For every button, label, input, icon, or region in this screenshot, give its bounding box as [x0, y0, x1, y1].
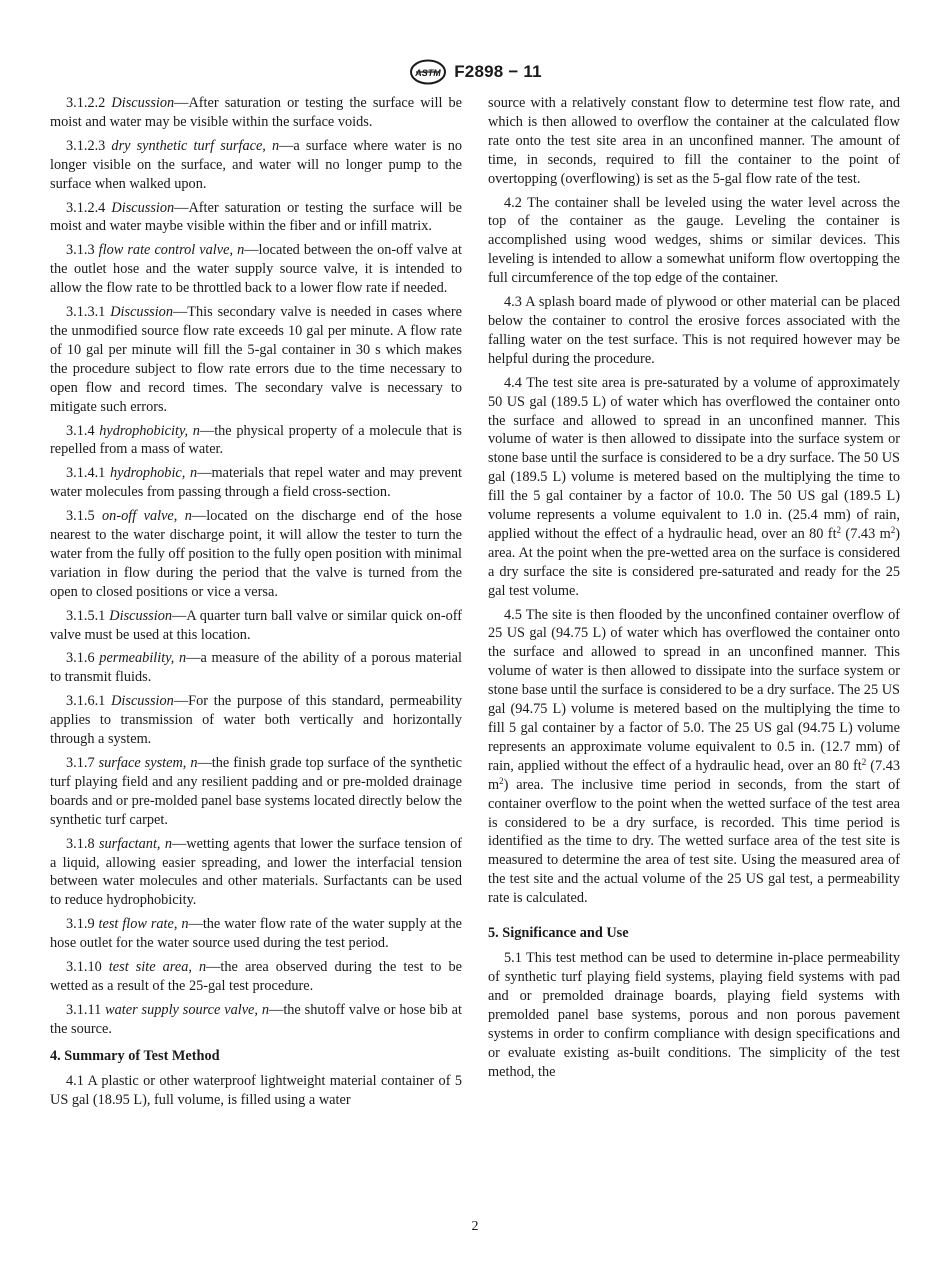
section-3-1-4: 3.1.4 hydrophobicity, n—the physical property of a molecule that is repelled from a mass of water.: [50, 422, 462, 458]
section-3-1-2-3: 3.1.2.3 dry synthetic turf surface, n—a surface where water is no longer visible on the surface, and water will no longer pump to the surface when walked upon.: [50, 137, 462, 192]
section-3-1-8: 3.1.8 surfactant, n—wetting agents that lower the surface tension of a liquid, allowing easier spreading, and lower the interfacial tension between water molecules and other materials. Surfactants can be used to reduce hydrophobicity.: [50, 835, 462, 909]
section-4-4: 4.4 The test site area is pre-saturated by a volume of approximately 50 US gal (189.5 L) of water which has overflowed the container onto the surface and allowed to spread in an unconfined manner. This volume of water is then allowed to dissipate into the surface system or stone base until the surface is considered to be a dry surface. The 50 US gal (189.5 L) volume is metered based on the multiplying the time to fill the 5 gal container by a factor of 10.0. The 50 US gal (189.5 L) volume represents a volume equivalent to 1.0 in. (25.4 mm) of rain, applied without the effect of a hydraulic head, over an 80 $ft^2$ (7.43 $m^2$) area. At the point when the pre-wetted area on the surface is considered a dry surface the site is considered pre-saturated and ready for the 25 gal test volume.: [488, 374, 900, 599]
svg-text:ASTM: ASTM: [415, 68, 441, 78]
section-4-5: 4.5 The site is then flooded by the unconfined container overflow of 25 US gal (94.75 L) of water which has overflowed the container onto the surface and allowed to spread in an unconfined manner. This volume of water is then allowed to dissipate into the surface system or stone base until the surface is considered to be a dry surface. The 25 US gal (94.75 L) volume is metered based on the multiplying the time to fill 5 gal container by a factor of 5.0. The 25 US gal (94.75 L) volume represents an approximate volume equivalent to 0.5 in. (12.7 mm) of rain, applied without the effect of a hydraulic head, over an 80 $ft^2$ (7.43 $m^2$) area. The inclusive time period in seconds, from the start of container overflow to the point when the wetted surface of the test area is considered to be a dry surface, is recorded. This time period is identified as the time to dry. The wetted surface area of the test site is measured to determine the area of test site. Using the measured area of the test site and the actual volume of the 25 US gal test, a permeability rate is calculated.: [488, 606, 901, 907]
astm-logo-icon: [408, 59, 448, 85]
section-4-1: 4.1 A plastic or other waterproof lightweight material container of 5 US gal (18.95 L), full volume, is filled using a water: [50, 1072, 462, 1108]
section-3-1-7: 3.1.7 surface system, n—the finish grade top surface of the synthetic turf playing field and any resilient padding and or pre-molded drainage boards and or pre-molded panel base systems located directly below the synthetic turf carpet.: [50, 755, 463, 828]
section-5-heading: 5. Significance and Use: [488, 925, 629, 942]
section-3-1-11: 3.1.11 water supply source valve, n—the shutoff valve or hose bib at the source.: [50, 1001, 462, 1037]
page-number: 2: [471, 1219, 479, 1234]
section-3-1-3-1: 3.1.3.1 Discussion—This secondary valve is needed in cases where the unmodified source flow rate exceeds 10 gal per minute. A flow rate of 10 gal per minute will fill the 5-gal container in 30 s which makes the procedure subject to flow rate errors due to the time necessary to open flow and record times. The secondary valve is necessary to mitigate such errors.: [50, 304, 462, 415]
section-3-1-3: 3.1.3 flow rate control valve, n—located between the on-off valve at the outlet hose and the water supply source valve, it is intended to allow the flow rate to be throttled back to a lower flow rate if needed.: [50, 242, 463, 297]
document-id: F2898 − 11: [454, 62, 542, 81]
section-3-1-6: 3.1.6 permeability, n—a measure of the ability of a porous material to transmit fluids.: [50, 650, 462, 686]
section-3-1-10: 3.1.10 test site area, n—the area observed during the test to be wetted as a result of the 25-gal test procedure.: [50, 959, 462, 994]
left-column: [50, 94, 462, 1110]
section-4-heading: 4. Summary of Test Method: [50, 1047, 220, 1064]
right-column: [488, 94, 900, 1081]
section-3-1-2-2: 3.1.2.2 Discussion—After saturation or testing the surface will be moist and water may be visible within the surface voids.: [50, 95, 462, 130]
section-4-2: 4.2 The container shall be leveled using the water level across the top of the container as the gauge. Leveling the container is accomplished using wood wedges, shims or similar devices. This leveling is intended to allow a somewhat uniform flow overtopping the full circumference of the top edge of the container.: [488, 194, 900, 287]
section-4-3: 4.3 A splash board made of plywood or other material can be placed below the container to control the erosive forces associated with the falling water on the test surface. This is not required however may be helpful during the procedure.: [488, 294, 900, 367]
page-header: [0, 57, 950, 87]
section-3-1-5-1: 3.1.5.1 Discussion—A quarter turn ball valve or similar quick on-off valve must be used at this location.: [50, 607, 463, 643]
section-3-1-2-4: 3.1.2.4 Discussion—After saturation or testing the surface will be moist and water maybe visible within the fiber and or infill matrix.: [50, 199, 462, 235]
section-5-1: 5.1 This test method can be used to determine in-place permeability of synthetic turf playing field systems, playing field systems with pad and or premolded drainage boards, playing field systems with premolded panel base systems, porous and non porous pavement systems in order to confirm compliance with design specifications and or evaluate existing as-built conditions. The simplicity of the test method, the: [488, 950, 900, 1080]
section-4-1-continued: source with a relatively constant flow to determine test flow rate, and which is then allowed to overflow the container at the calculated flow rate onto the test site area in an unconfined manner. The amount of time, in seconds, required to fill the container to the point of overtopping (overflowing) is set as the 5-gal flow rate of the test.: [488, 95, 900, 187]
section-3-1-5: 3.1.5 on-off valve, n—located on the discharge end of the hose nearest to the water discharge point, it will allow the tester to turn the water from the fully off position to the fully open position with minimal variation in flow during the period that the valve is turned from the open to closed positions or vice a versa.: [50, 508, 462, 600]
section-3-1-9: 3.1.9 test flow rate, n—the water flow rate of the water supply at the hose outlet for the water source used during the test period.: [50, 916, 462, 952]
section-3-1-4-1: 3.1.4.1 hydrophobic, n—materials that repel water and may prevent water molecules from passing through a field cross-section.: [50, 465, 462, 501]
section-3-1-6-1: 3.1.6.1 Discussion—For the purpose of this standard, permeability applies to transmission of water both vertically and horizontally through a system.: [50, 693, 462, 748]
